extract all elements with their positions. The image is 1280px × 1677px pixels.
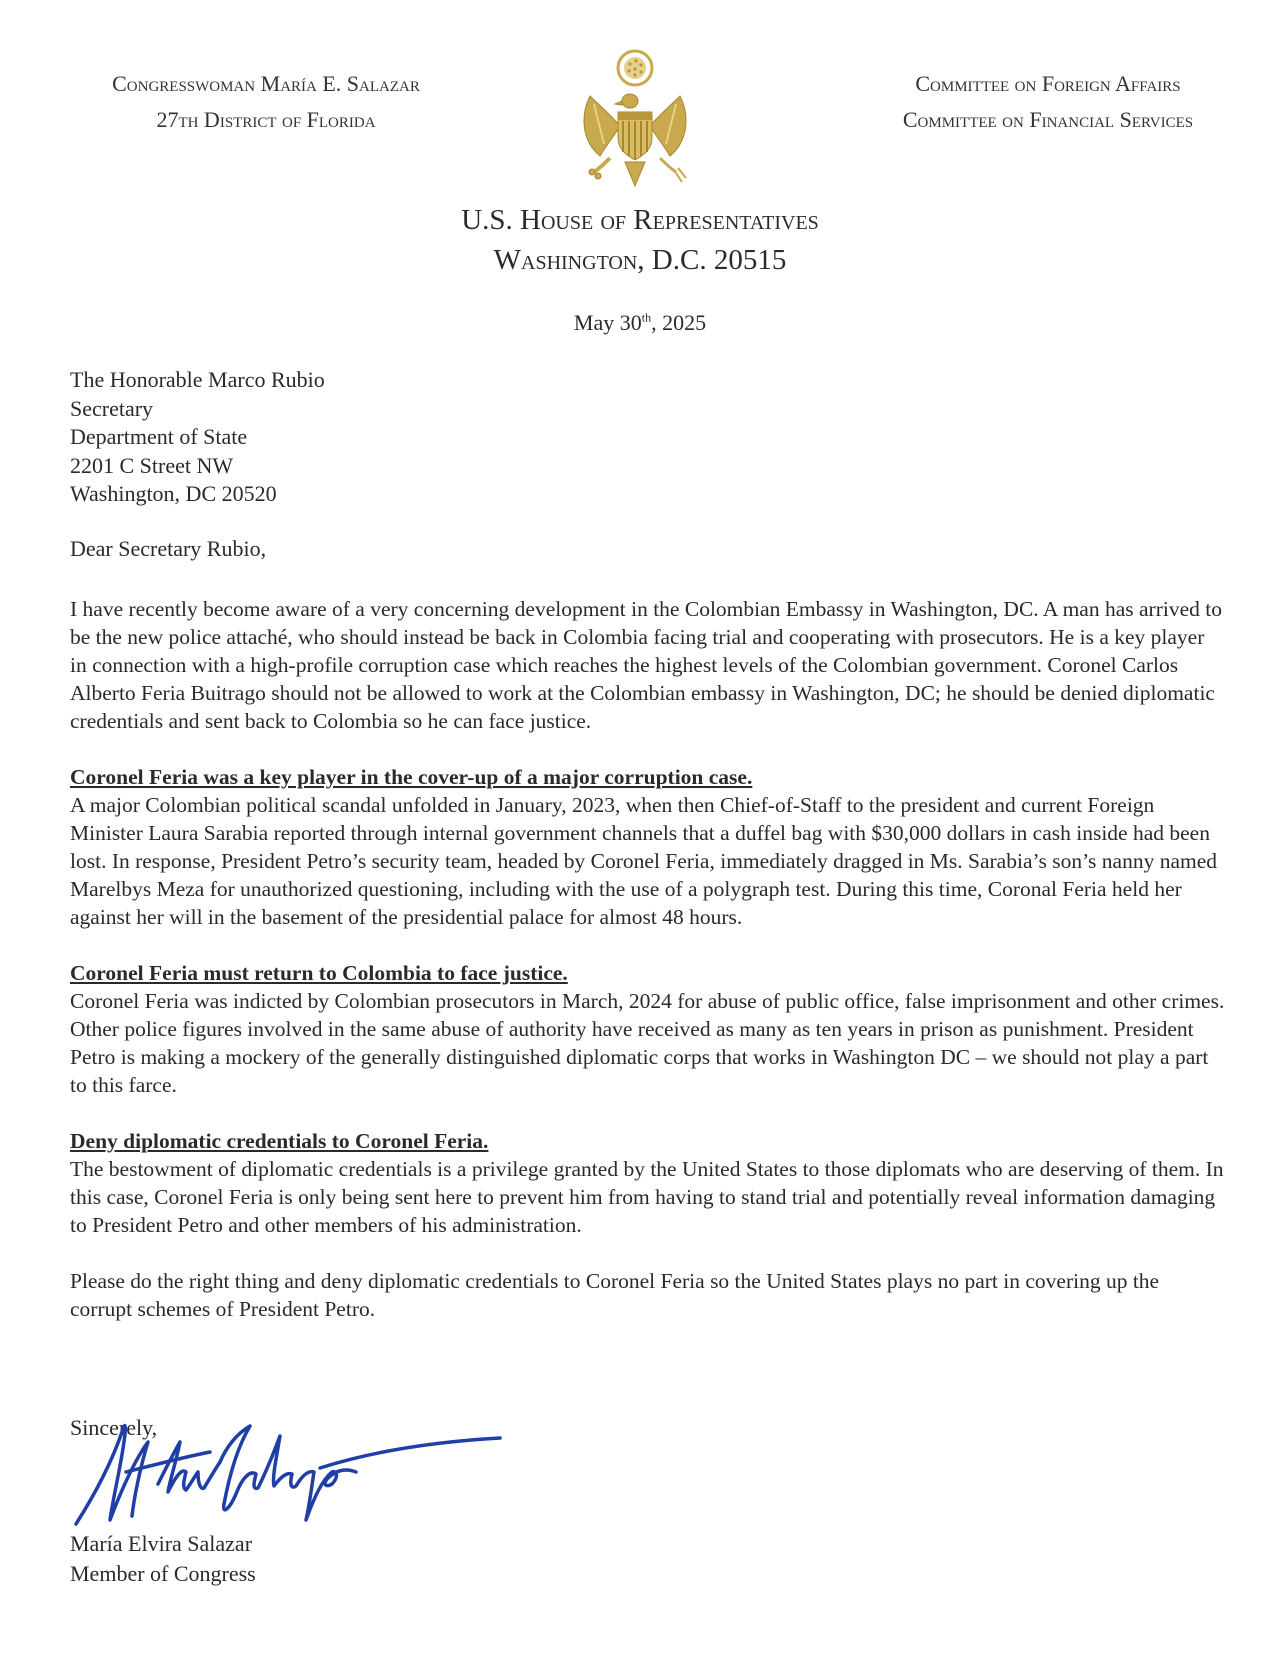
recipient-street: 2201 C Street NW [70, 452, 234, 478]
date-month-day: May 30 [573, 310, 642, 335]
letterhead-left [66, 66, 466, 138]
section-2 [70, 959, 1225, 1099]
letterhead-right [878, 66, 1218, 138]
recipient-city: Washington, DC 20520 [70, 481, 277, 506]
committee-foreign-affairs: Committee on Foreign Affairs [915, 71, 1181, 96]
recipient-title: Secretary [70, 395, 154, 421]
house-heading [0, 200, 1280, 280]
closing: Sincerely, [70, 1415, 158, 1440]
house-name: U.S. House of Representatives [461, 204, 819, 236]
letter-body [70, 595, 1225, 1351]
recipient-name: The Honorable Marco Rubio [70, 367, 325, 392]
congresswoman-name: Congresswoman María E. Salazar [112, 71, 420, 96]
signer-title: Member of Congress [70, 1561, 256, 1586]
recipient-address [70, 366, 325, 509]
intro-paragraph: I have recently become aware of a very concerning development in the Colombian Embassy in Washington, DC. A man has arrived to be the new police attaché, who should instead be back in Colombia facing trial and cooperating with prosecutors. He is a key player in connection with a high-profile corruption case which reaches the highest levels of the Colombian government. Coronel Carlos Alberto Feria Buitrago should not be allowed to work at the Colombian embassy in Washington, DC; he should be denied diplomatic credentials and sent back to Colombia so he can face justice. [70, 597, 1222, 733]
section-3 [70, 1127, 1225, 1239]
great-seal-eagle-icon [570, 46, 700, 196]
house-address: Washington, D.C. 20515 [493, 244, 787, 276]
section-2-text: Coronel Feria was indicted by Colombian prosecutors in March, 2024 for abuse of public office, false imprisonment and other crimes. Other police figures involved in the same abuse of authority have received as many as ten years in prison as punishment. President Petro is making a mockery of the generally distinguished diplomatic corps that works in Washington DC – we should not play a part to this farce. [70, 989, 1225, 1097]
committee-financial-services: Committee on Financial Services [902, 107, 1194, 132]
section-1-text: A major Colombian political scandal unfolded in January, 2023, when then Chief-of-Staff to the president and current Foreign Minister Laura Sarabia reported through internal government channels that a duffel bag with $30,000 dollars in cash inside had been lost. In response, President Petro’s security team, headed by Coronel Feria, immediately dragged in Ms. Sarabia’s son’s nanny named Marelbys Meza for unauthorized questioning, including with the use of a polygraph test. During this time, Coronal Feria held her against her will in the basement of the presidential palace for almost 48 hours. [70, 793, 1218, 929]
signature [70, 1412, 510, 1542]
date-suffix: th [641, 310, 652, 325]
signer-block [70, 1529, 256, 1589]
section-3-text: The bestowment of diplomatic credentials is a privilege granted by the United States to those diplomats who are deserving of them. In this case, Coronel Feria is only being sent here to prevent him from having to stand trial and potentially reveal information damaging to President Petro and other members of his administration. [70, 1157, 1224, 1237]
section-3-heading: Deny diplomatic credentials to Coronel Feria. [70, 1129, 489, 1153]
date-year: , 2025 [651, 310, 707, 335]
letter-date [0, 310, 1280, 336]
section-1 [70, 763, 1225, 931]
signer-name: María Elvira Salazar [70, 1531, 253, 1556]
recipient-department: Department of State [70, 424, 248, 449]
section-1-heading: Coronel Feria was a key player in the cover-up of a major corruption case. [70, 765, 753, 789]
district-line: 27th District of Florida [156, 107, 376, 132]
section-2-heading: Coronel Feria must return to Colombia to face justice. [70, 961, 568, 985]
salutation: Dear Secretary Rubio, [70, 536, 267, 561]
closing-request-paragraph: Please do the right thing and deny diplomatic credentials to Coronel Feria so the United States plays no part in covering up the corrupt schemes of President Petro. [70, 1269, 1160, 1321]
